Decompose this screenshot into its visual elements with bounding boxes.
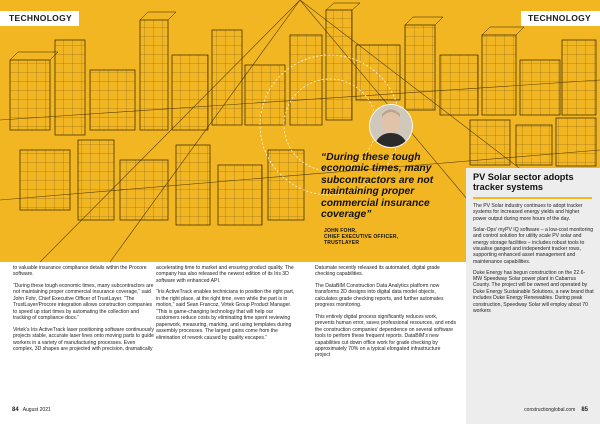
site-url: constructionglobal.com xyxy=(524,407,576,413)
sidebar-title: PV Solar sector adopts tracker systems xyxy=(473,172,574,193)
paragraph: accelerating time to market and ensuring product quality. The company has also released the newest edition of its Iris 3D software with enhanced API. xyxy=(156,265,294,284)
quote-person-company: TRUSTLAYER xyxy=(324,240,360,246)
sidebar-divider xyxy=(473,197,592,199)
paragraph: The DataBIM Construction Data Analytics platform now transforms 2D designs into digital data model objects, calculates grade checking reports, and further automates progress monitoring. xyxy=(315,282,444,309)
pull-quote: “During these tough economic times, many subcontractors are not maintaining proper commercial insurance coverage” xyxy=(321,152,434,221)
quote-person-name: JOHN FOHR, xyxy=(324,228,357,234)
sidebar-body xyxy=(473,203,594,319)
paragraph: to valuable insurance compliance details within the Procore software. xyxy=(13,265,147,278)
person-icon xyxy=(370,105,412,147)
article-column-3 xyxy=(315,265,456,364)
paragraph: Virtek’s Iris ActiveTrack laser positioning software continuously projects stable, accurate laser lines onto moving parts to guide workers in a variety of manufacturing processes. Even complex, 3D shapes are projected with precision, dramatically xyxy=(13,326,155,352)
paragraph: This entirely digital process significantly reduces work, prevents human error, saves professional resources, and ends the construction companies’ dependence on several software tools to perform these frequent reports. DataBIM’s new capabilities cut down office work for grade checking by approximately 70% on a typical elongated infrastructure project xyxy=(315,313,457,359)
page-number-left: 84 xyxy=(12,407,19,413)
footer-right xyxy=(524,407,588,413)
article-column-1 xyxy=(13,265,154,357)
sidebar-paragraph: Solar-Ops’ myPV IQ software – a low-cost monitoring and control solution for utility scale PV solar and energy storage facilities – includes robust tools to visualise ganged and independent tracker rows, supporting enhanced asset management and maintenance capabilities. xyxy=(473,226,594,265)
footer-left xyxy=(12,407,51,413)
portrait-photo xyxy=(369,104,413,148)
paragraph: Datumate recently released its automated, digital grade checking capabilities. xyxy=(315,265,440,278)
sidebar-paragraph: The PV Solar industry continues to adopt tracker systems for increased energy yields and higher power output during more hours of the day. xyxy=(473,203,583,222)
sidebar-paragraph: Duke Energy has begun construction on the 22.6-MW Speedway Solar power plant in Cabarrus County. The project will be owned and operated by Duke Energy Sustainable Solutions, a new brand that includes Duke Energy Renewables. During peak construction, Speedway Solar will employ about 70 workers xyxy=(473,269,594,315)
article-column-2 xyxy=(156,265,297,346)
paragraph: “Iris ActiveTrack enables technicians to position the right part, in the right place, at the right time, even while the part is in motion,” said Sean Francoz, Virtek Group Product Manager. “This is game-changing technology that will help our customers reduce costs by eliminating time spent reviewing paperwork, measuring, marking, and using templates during assembly processes. The largest gains come from the elimination of rework caused by quality escapes.” xyxy=(156,289,295,341)
quote-attribution xyxy=(324,228,398,246)
issue-date: August 2021 xyxy=(22,407,51,413)
page-number-right: 85 xyxy=(581,407,588,413)
paragraph: “During these tough economic times, many subcontractors are not maintaining proper commercial insurance coverage,” said John Fohr, Chief Executive Officer of TrustLayer. “The TrustLayer/Procore integration allows construction companies to speed up start times by automating the collection and tracking of compliance docs.” xyxy=(13,282,154,322)
section-tag-left: TECHNOLOGY xyxy=(0,11,79,26)
quote-person-title: CHIEF EXECUTIVE OFFICER, xyxy=(324,234,399,240)
section-tag-right: TECHNOLOGY xyxy=(521,11,600,26)
